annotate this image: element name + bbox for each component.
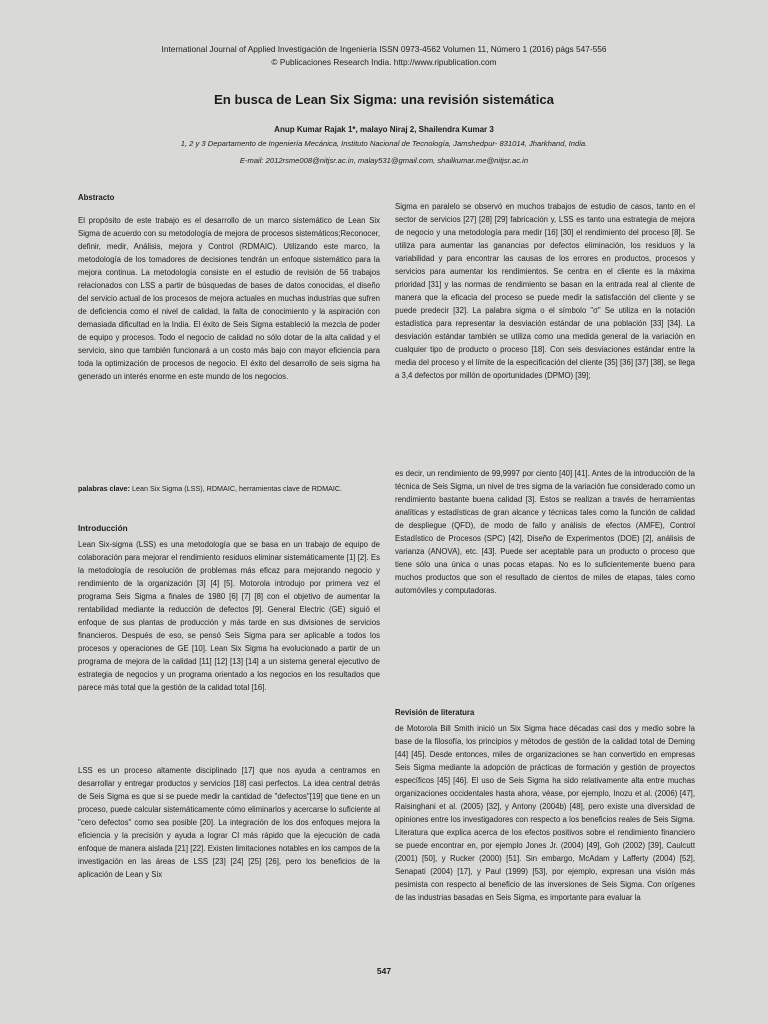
authors: Anup Kumar Rajak 1*, malayo Niraj 2, Shailendra Kumar 3 — [274, 125, 494, 134]
literature-review-body — [395, 722, 695, 904]
right-paragraph-1: Sigma en paralelo se observó en muchos trabajos de estudio de casos, tanto en el sector de servicios [27] [28] [29] fabricación y, LSS es tanto una estrategia de mejora de negocio y una metodología para medir [16] [30] el rendimiento del proceso [8]. Se utiliza para aumentar las ganancias por defectos eliminación, los residuos y la variabilidad y para encontrar las causas de los errores en productos, procesos y servicios para aumentar los rendimientos. Se centra en el cliente es la máxima prioridad [31] y las normas de rendimiento se basan en la entrada real al cliente de manera que la eficacia del proceso se puede medir la satisfacción del cliente y se puede predecir [32]. La palabra sigma o el símbolo "σ" Se utiliza en la notación estadística para representar la desviación estándar de una población [33] [34]. La desviación estándar también se utiliza como una medida general de la variación en cualquier tipo de producto o proceso [18]. Con seis desviaciones estándar entre la media del proceso y el límite de la especificación del cliente [35] [36] [37] [38], se llega a 3,4 defectos por millón de oportunidades (DPMO) [39]; — [395, 202, 695, 380]
introduction-body-2 — [78, 764, 380, 881]
introduction-paragraph-2: LSS es un proceso altamente disciplinado [17] que nos ayuda a centramos en desarrollar y entregar productos y servicios [18] casi perfectos. La idea central detrás de Seis Sigma es que si se puede medir la cantidad de "defectos"[19] que tiene en un proceso, puede calcular sistemáticamente cómo eliminarlos y acercarse lo suficiente al "cero defectos" como sea posible [20]. La integración de los dos enfoques mejora la eficiencia y la precisión y ayuda a lograr CI más rápido que la ejecución de cada enfoque de manera aislada [21] [22]. Existen limitaciones notables en los campos de la investigación en las áreas de LSS [23] [24] [25] [26], pero los beneficios de la aplicación de Lean y Six — [78, 766, 380, 879]
publisher-line: © Publicaciones Research India. http://www.ripublication.com — [271, 57, 497, 67]
emails: E-mail: 2012rsme008@nitjsr.ac.in, malay531@gmail.com, shailkumar.me@nitjsr.ac.in — [239, 156, 529, 165]
keywords-label: palabras clave: — [78, 484, 130, 493]
affiliation: 1, 2 y 3 Departamento de Ingeniería Mecánica, Instituto Nacional de Tecnología, Jamshedpur- 831014, Jharkhand, India. — [180, 139, 588, 148]
literature-review-paragraph: de Motorola Bill Smith inició un Six Sigma hace décadas casi dos y medio sobre la base de la filosofía, los principios y métodos de gestión de la calidad total de Deming [44] [45]. Desde entonces, miles de organizaciones se han convertido en empresas Seis Sigma mediante la adopción de prácticas de formación y gestión de proyectos específicos [45] [46]. El uso de Seis Sigma ha sido relativamente alta entre muchas organizaciones occidentales hasta ahora, véase, por ejemplo, Inozu et al. (2006) [47], Raisinghani et al. (2005) [32], y Antony (2004b) [48], pero existe una diversidad de opiniones entre los investigadores con respecto a los beneficios reales de Seis Sigma. Literatura que explica acerca de los efectos positivos sobre el rendimiento financiero se puede encontrar en, por ejemplo Jones Jr. (2004) [49], Goh (2002) [39], Caulcutt (2001) [50], y Rucker (2000) [51]. Sin embargo, McAdam y Lafferty (2004) [52], Senapati (2004) [17], y Paul (1999) [53], por ejemplo, expresan una visión más pesimista con respecto al beneficio de las inversiones de Seis Sigma. Con orígenes de las industrias basadas en Seis Sigma, es importante para evaluar la — [395, 724, 695, 902]
journal-header: International Journal of Applied Investigación de Ingeniería ISSN 0973-4562 Volumen 11, Número 1 (2016) págs 547-556 — [161, 44, 607, 54]
right-column-top — [395, 200, 695, 382]
right-column-middle — [395, 467, 695, 597]
abstract-heading: Abstracto — [78, 193, 115, 202]
right-paragraph-2: es decir, un rendimiento de 99,9997 por ciento [40] [41]. Antes de la introducción de la técnica de Seis Sigma, un nivel de tres sigma de la variación fue considerado como un rendimiento bastante buena calidad [3]. Estos se realizan a través de herramientas analíticas y estadísticas de gran alcance y técnicas tales como la función de calidad de despliegue (QFD), de modo de fallo y análisis de efectos (AMFE), Control Estadístico de Procesos (SPC) [42], Diseño de Experimentos (DOE) [2], análisis de varianza (ANOVA), etc. [43]. Puede ser aceptable para un producto o proceso que tiene sólo una única o unas pocas etapas. No es lo suficientemente bueno para muchos productos que son el resultado de cientos de miles de etapas, tales como automóviles y computadoras. — [395, 469, 695, 595]
keywords — [78, 484, 380, 493]
introduction-paragraph-1: Lean Six-sigma (LSS) es una metodología que se basa en un trabajo de equipo de colaboración para mejorar el rendimiento residuos eliminar sistemáticamente [1] [2]. Es la metodología de resolución de problemas más eficaz para mejorando negocio y rendimiento de la organización [3] [4] [5]. Motorola introdujo por primera vez el programa Seis Sigma a finales de 1980 [6] [7] [8] con el objetivo de aumentar la rentabilidad mediante la reducción de defectos [9]. General Electric (GE) siguió el enfoque de sus plantas de producción y más tarde en sus divisiones de servicios financieros. Después de eso, se pensó Seis Sigma para ser aplicable a todos los procesos y operaciones de GE [10]. Lean Six Sigma ha evolucionado a partir de un programa de mejora de la calidad [11] [12] [13] [14] a un sistema general ejecutivo de estrategia de negocios y un programa orientado a los negocios en los resultados que parece más total que la gestión de la calidad total [16]. — [78, 540, 380, 692]
page-number: 547 — [376, 966, 392, 976]
paper-title: En busca de Lean Six Sigma: una revisión sistemática — [213, 92, 555, 107]
introduction-body — [78, 538, 380, 694]
abstract-body — [78, 214, 380, 383]
literature-review-heading: Revisión de literatura — [395, 708, 475, 717]
introduction-heading: Introducción — [78, 524, 128, 533]
abstract-text: El propósito de este trabajo es el desarrollo de un marco sistemático de Lean Six Sigma de acuerdo con su metodología de mejora de procesos sistemáticos;Reconocer, definir, medir, Análisis, mejora y Control (RDMAIC). Utilizando este marco, la metodología de los tomadores de decisiones tendrán un enfoque sistemático para la mejora continua. La metodología consiste en el estudio de revisión de 56 trabajos relacionados con LSS a partir de búsquedas de bases de datos conocidas, el diseño del servicio actual de los procesos de mejora actuales en muchas industrias que sufren de deficiencia como el nivel de calidad, la falta de conocimiento y la aspiración con demasiada dificultad en la India. El éxito de Seis Sigma estableció la mezcla de poder de equipo y procesos. Todo el negocio de calidad no sólo dotar de la alta calidad y el servicio, sino que también funcionará a un costo más bajo con mayor eficiencia para toda la optimización de procesos de negocio. El éxito del desarrollo de seis sigma ha generado un interés enorme en este mundo de los negocios. — [78, 216, 380, 381]
keywords-text: Lean Six Sigma (LSS), RDMAIC, herramientas clave de RDMAIC. — [131, 484, 343, 493]
